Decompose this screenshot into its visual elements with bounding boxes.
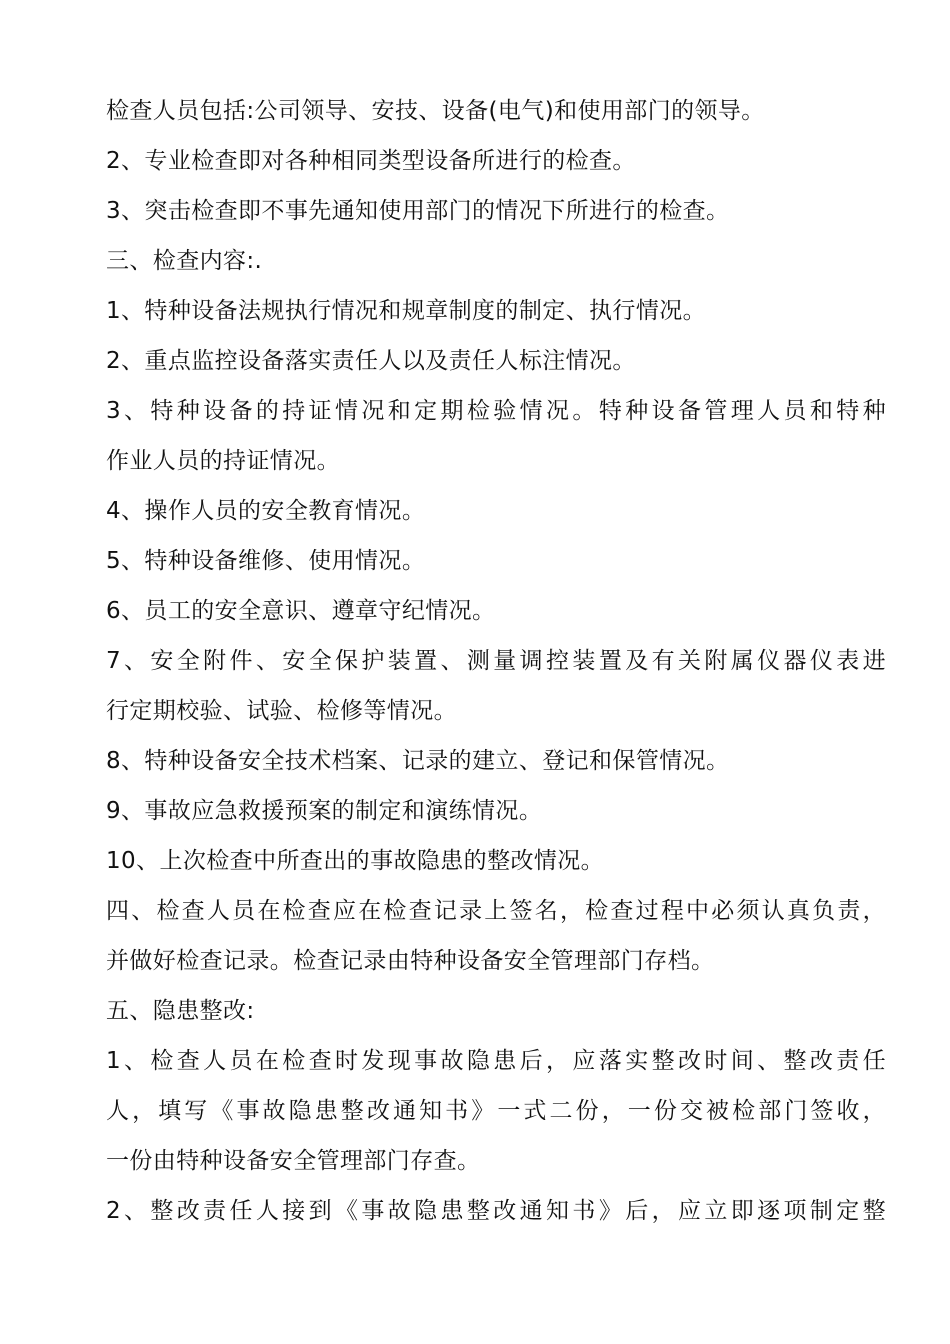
text-line-16: 10、上次检查中所查出的事故隐患的整改情况。 [106, 848, 605, 874]
text-line-8: 作业人员的持证情况。 [106, 448, 340, 474]
text-line-9: 4、操作人员的安全教育情况。 [106, 498, 426, 524]
text-line-10: 5、特种设备维修、使用情况。 [106, 548, 426, 574]
text-line-22: 一份由特种设备安全管理部门存查。 [106, 1148, 481, 1174]
text-line-1: 检查人员包括:公司领导、安技、设备(电气)和使用部门的领导。 [106, 98, 765, 124]
text-line-12: 7、安全附件、安全保护装置、测量调控装置及有关附属仪器仪表进 [106, 648, 886, 674]
text-line-14: 8、特种设备安全技术档案、记录的建立、登记和保管情况。 [106, 748, 730, 774]
text-line-11: 6、员工的安全意识、遵章守纪情况。 [106, 598, 496, 624]
text-line-20: 1、检查人员在检查时发现事故隐患后，应落实整改时间、整改责任 [106, 1048, 886, 1074]
document-body [106, 86, 886, 1236]
section-heading-signature: 四、检查人员在检查应在检查记录上签名，检查过程中必须认真负责， [106, 898, 886, 924]
text-line-18: 并做好检查记录。检查记录由特种设备安全管理部门存档。 [106, 948, 715, 974]
text-line-6: 2、重点监控设备落实责任人以及责任人标注情况。 [106, 348, 636, 374]
section-heading-inspection-content: 三、检查内容:. [106, 248, 263, 274]
text-line-2: 2、专业检查即对各种相同类型设备所进行的检查。 [106, 148, 636, 174]
text-line-7: 3、特种设备的持证情况和定期检验情况。特种设备管理人员和特种 [106, 398, 886, 424]
section-heading-hazard-rectification: 五、隐患整改: [106, 998, 255, 1024]
text-line-3: 3、突击检查即不事先通知使用部门的情况下所进行的检查。 [106, 198, 730, 224]
text-line-5: 1、特种设备法规执行情况和规章制度的制定、执行情况。 [106, 298, 707, 324]
text-line-21: 人，填写《事故隐患整改通知书》一式二份，一份交被检部门签收， [106, 1098, 886, 1124]
text-line-23: 2、整改责任人接到《事故隐患整改通知书》后，应立即逐项制定整 [106, 1198, 886, 1224]
text-line-13: 行定期校验、试验、检修等情况。 [106, 698, 457, 724]
text-line-15: 9、事故应急救援预案的制定和演练情况。 [106, 798, 543, 824]
